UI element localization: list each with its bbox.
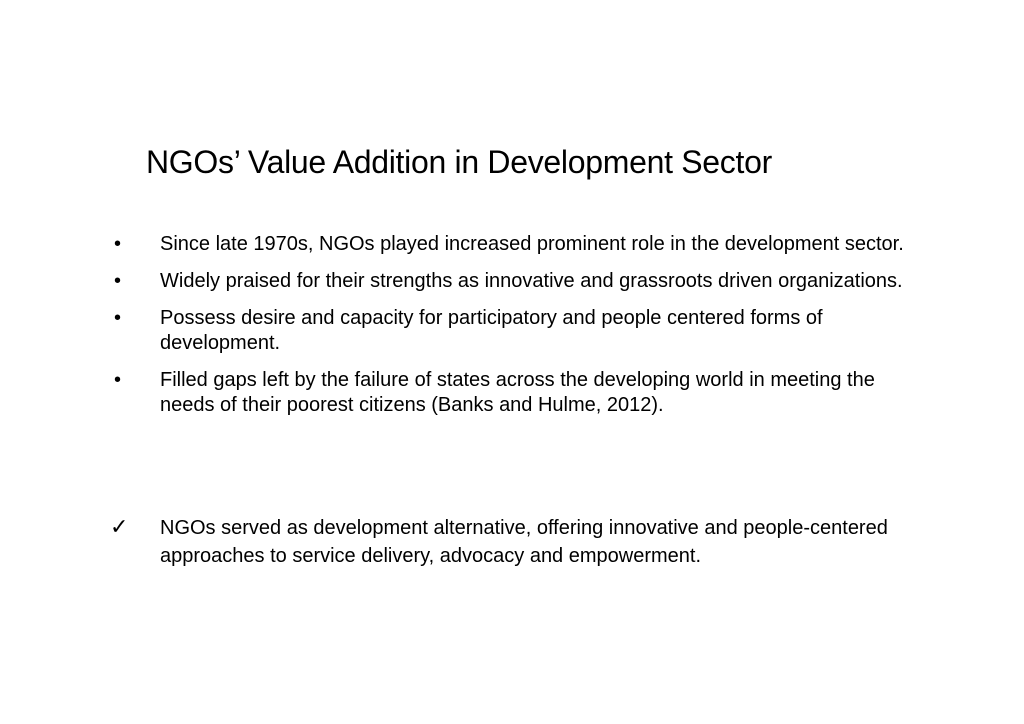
list-item — [110, 368, 910, 418]
conclusion-text: NGOs served as development alternative, offering innovative and people-centered approaches to service delivery, advocacy and empowerment. — [160, 517, 888, 567]
bullet-icon: • — [114, 307, 122, 329]
list-item — [110, 269, 910, 294]
bullet-text: Widely praised for their strengths as innovative and grassroots driven organizations. — [160, 270, 903, 292]
slide-title: NGOs’ Value Addition in Development Sector — [146, 144, 772, 180]
list-item — [110, 232, 910, 257]
bullet-text: Since late 1970s, NGOs played increased prominent role in the development sector. — [160, 233, 904, 255]
bullet-text: Possess desire and capacity for participatory and people centered forms of development. — [160, 307, 823, 354]
bullet-icon: • — [114, 233, 122, 255]
bullet-icon: • — [114, 369, 122, 391]
checkmark-icon: ✓ — [110, 515, 129, 540]
bullet-text: Filled gaps left by the failure of states across the developing world in meeting the needs of their poorest citizens (Banks and Hulme, 2012). — [160, 369, 875, 416]
list-item — [110, 306, 910, 356]
bullet-list — [110, 232, 910, 430]
bullet-icon: • — [114, 270, 122, 292]
conclusion-item — [110, 514, 920, 570]
